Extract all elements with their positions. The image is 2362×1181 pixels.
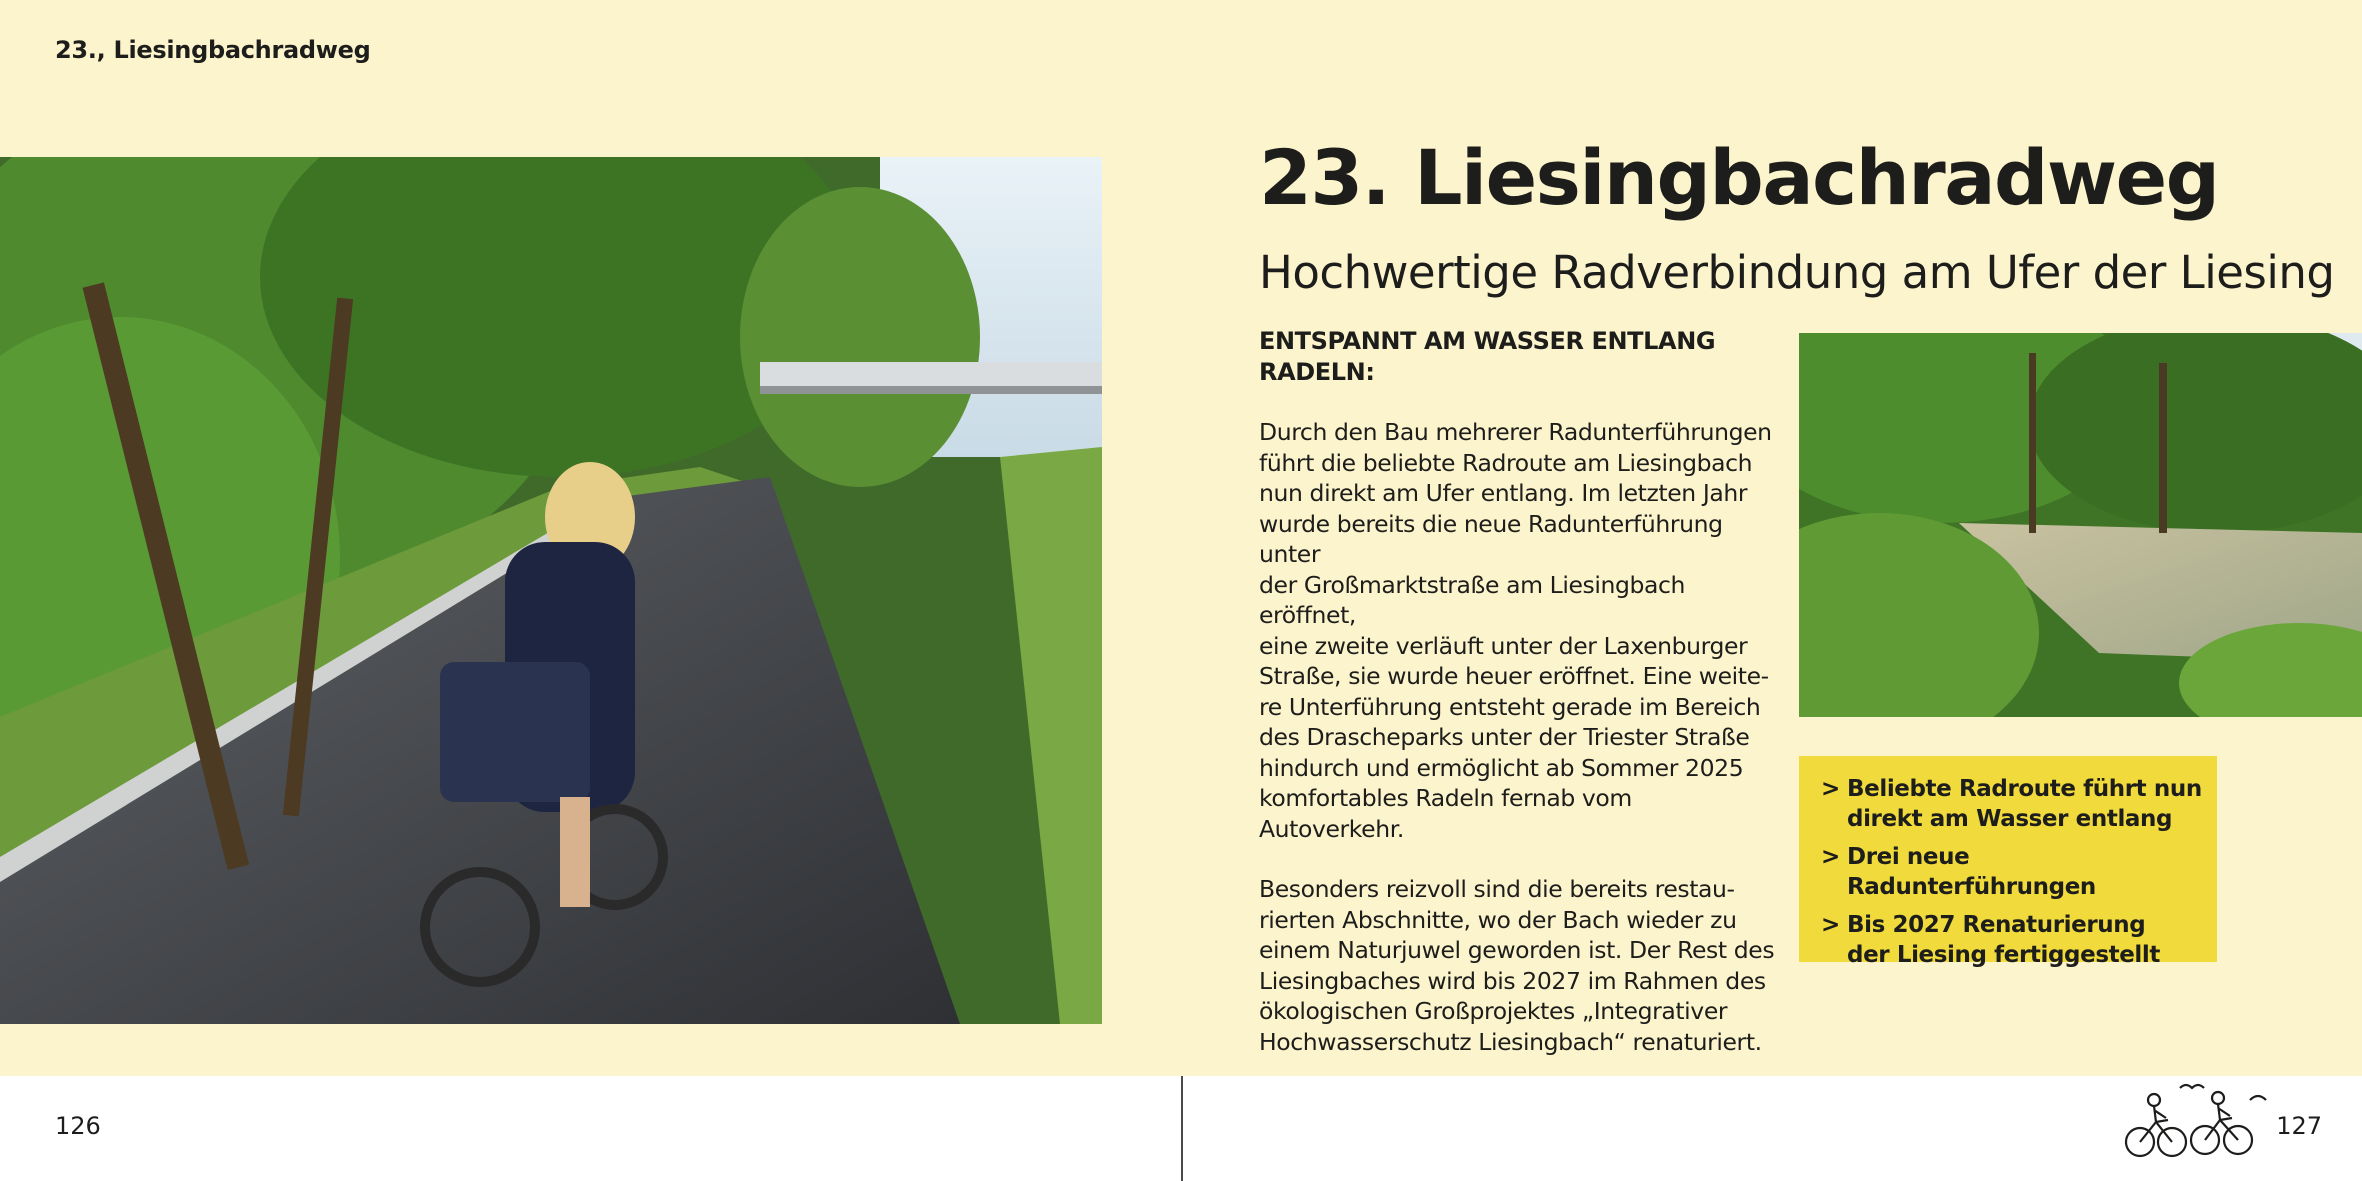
kicker-line: ENTSPANNT AM WASSER ENTLANG	[1259, 327, 1716, 355]
text-line: komfortables Radeln fernab vom Autoverkehr.	[1259, 784, 1632, 843]
running-head: 23., Liesingbachradweg	[55, 36, 371, 64]
text-line: ökologischen Großprojektes „Integrativer	[1259, 997, 1728, 1025]
page-subtitle: Hochwertige Radverbindung am Ufer der Liesing	[1259, 246, 2335, 299]
page-number: 127	[2276, 1112, 2322, 1140]
text-line: re Unterführung entsteht gerade im Bereich	[1259, 692, 1761, 721]
text-line: eine zweite verläuft unter der Laxenburger	[1259, 631, 1748, 660]
paragraph-1	[1259, 417, 1779, 844]
body-text	[1259, 326, 1779, 1087]
river-photo	[1799, 333, 2362, 717]
list-item	[1821, 910, 2203, 970]
paragraph-2	[1259, 874, 1779, 1057]
text-line: hindurch und ermöglicht ab Sommer 2025	[1259, 753, 1744, 782]
bullet-marker: >	[1821, 776, 1840, 802]
list-item-line: direkt am Wasser entlang	[1847, 806, 2173, 832]
text-line: Durch den Bau mehrerer Radunterführungen	[1259, 418, 1772, 446]
text-line: Hochwasserschutz Liesingbach“ renaturiert.	[1259, 1027, 1762, 1056]
text-line: Straße, sie wurde heuer eröffnet. Eine weite-	[1259, 662, 1769, 690]
list-item-line: Bis 2027 Renaturierung	[1847, 912, 2146, 938]
text-line: Besonders reizvoll sind die bereits restau-	[1259, 875, 1735, 903]
list-item-line: Beliebte Radroute führt nun	[1847, 776, 2202, 802]
text-line: Liesingbaches wird bis 2027 im Rahmen des	[1259, 966, 1766, 995]
kicker-line: RADELN:	[1259, 357, 1375, 386]
list-item-line: Drei neue Radunterführungen	[1847, 844, 2096, 900]
text-line: führt die beliebte Radroute am Liesingbach	[1259, 448, 1753, 477]
kicker-heading	[1259, 326, 1779, 387]
highlights-box	[1799, 756, 2217, 968]
highlights-list	[1821, 774, 2203, 970]
cyclist-on-path-photo	[0, 157, 1102, 1024]
text-line: des Drascheparks unter der Triester Straße	[1259, 723, 1750, 751]
bullet-marker: >	[1821, 844, 1840, 870]
text-line: wurde bereits die neue Radunterführung unter	[1259, 509, 1723, 568]
bullet-marker: >	[1821, 912, 1840, 938]
list-item-line: der Liesing fertiggestellt	[1847, 942, 2160, 968]
list-item	[1821, 774, 2203, 834]
text-line: der Großmarktstraße am Liesingbach eröffnet,	[1259, 570, 1686, 629]
page-title: 23. Liesingbachradweg	[1259, 133, 2219, 222]
page-number: 126	[55, 1112, 101, 1140]
tandem-bicycle-icon	[2110, 1080, 2310, 1160]
text-line: nun direkt am Ufer entlang. Im letzten Jahr	[1259, 479, 1748, 507]
text-line: rierten Abschnitte, wo der Bach wieder zu	[1259, 905, 1737, 934]
text-line: einem Naturjuwel geworden ist. Der Rest des	[1259, 936, 1775, 964]
list-item	[1821, 842, 2203, 902]
